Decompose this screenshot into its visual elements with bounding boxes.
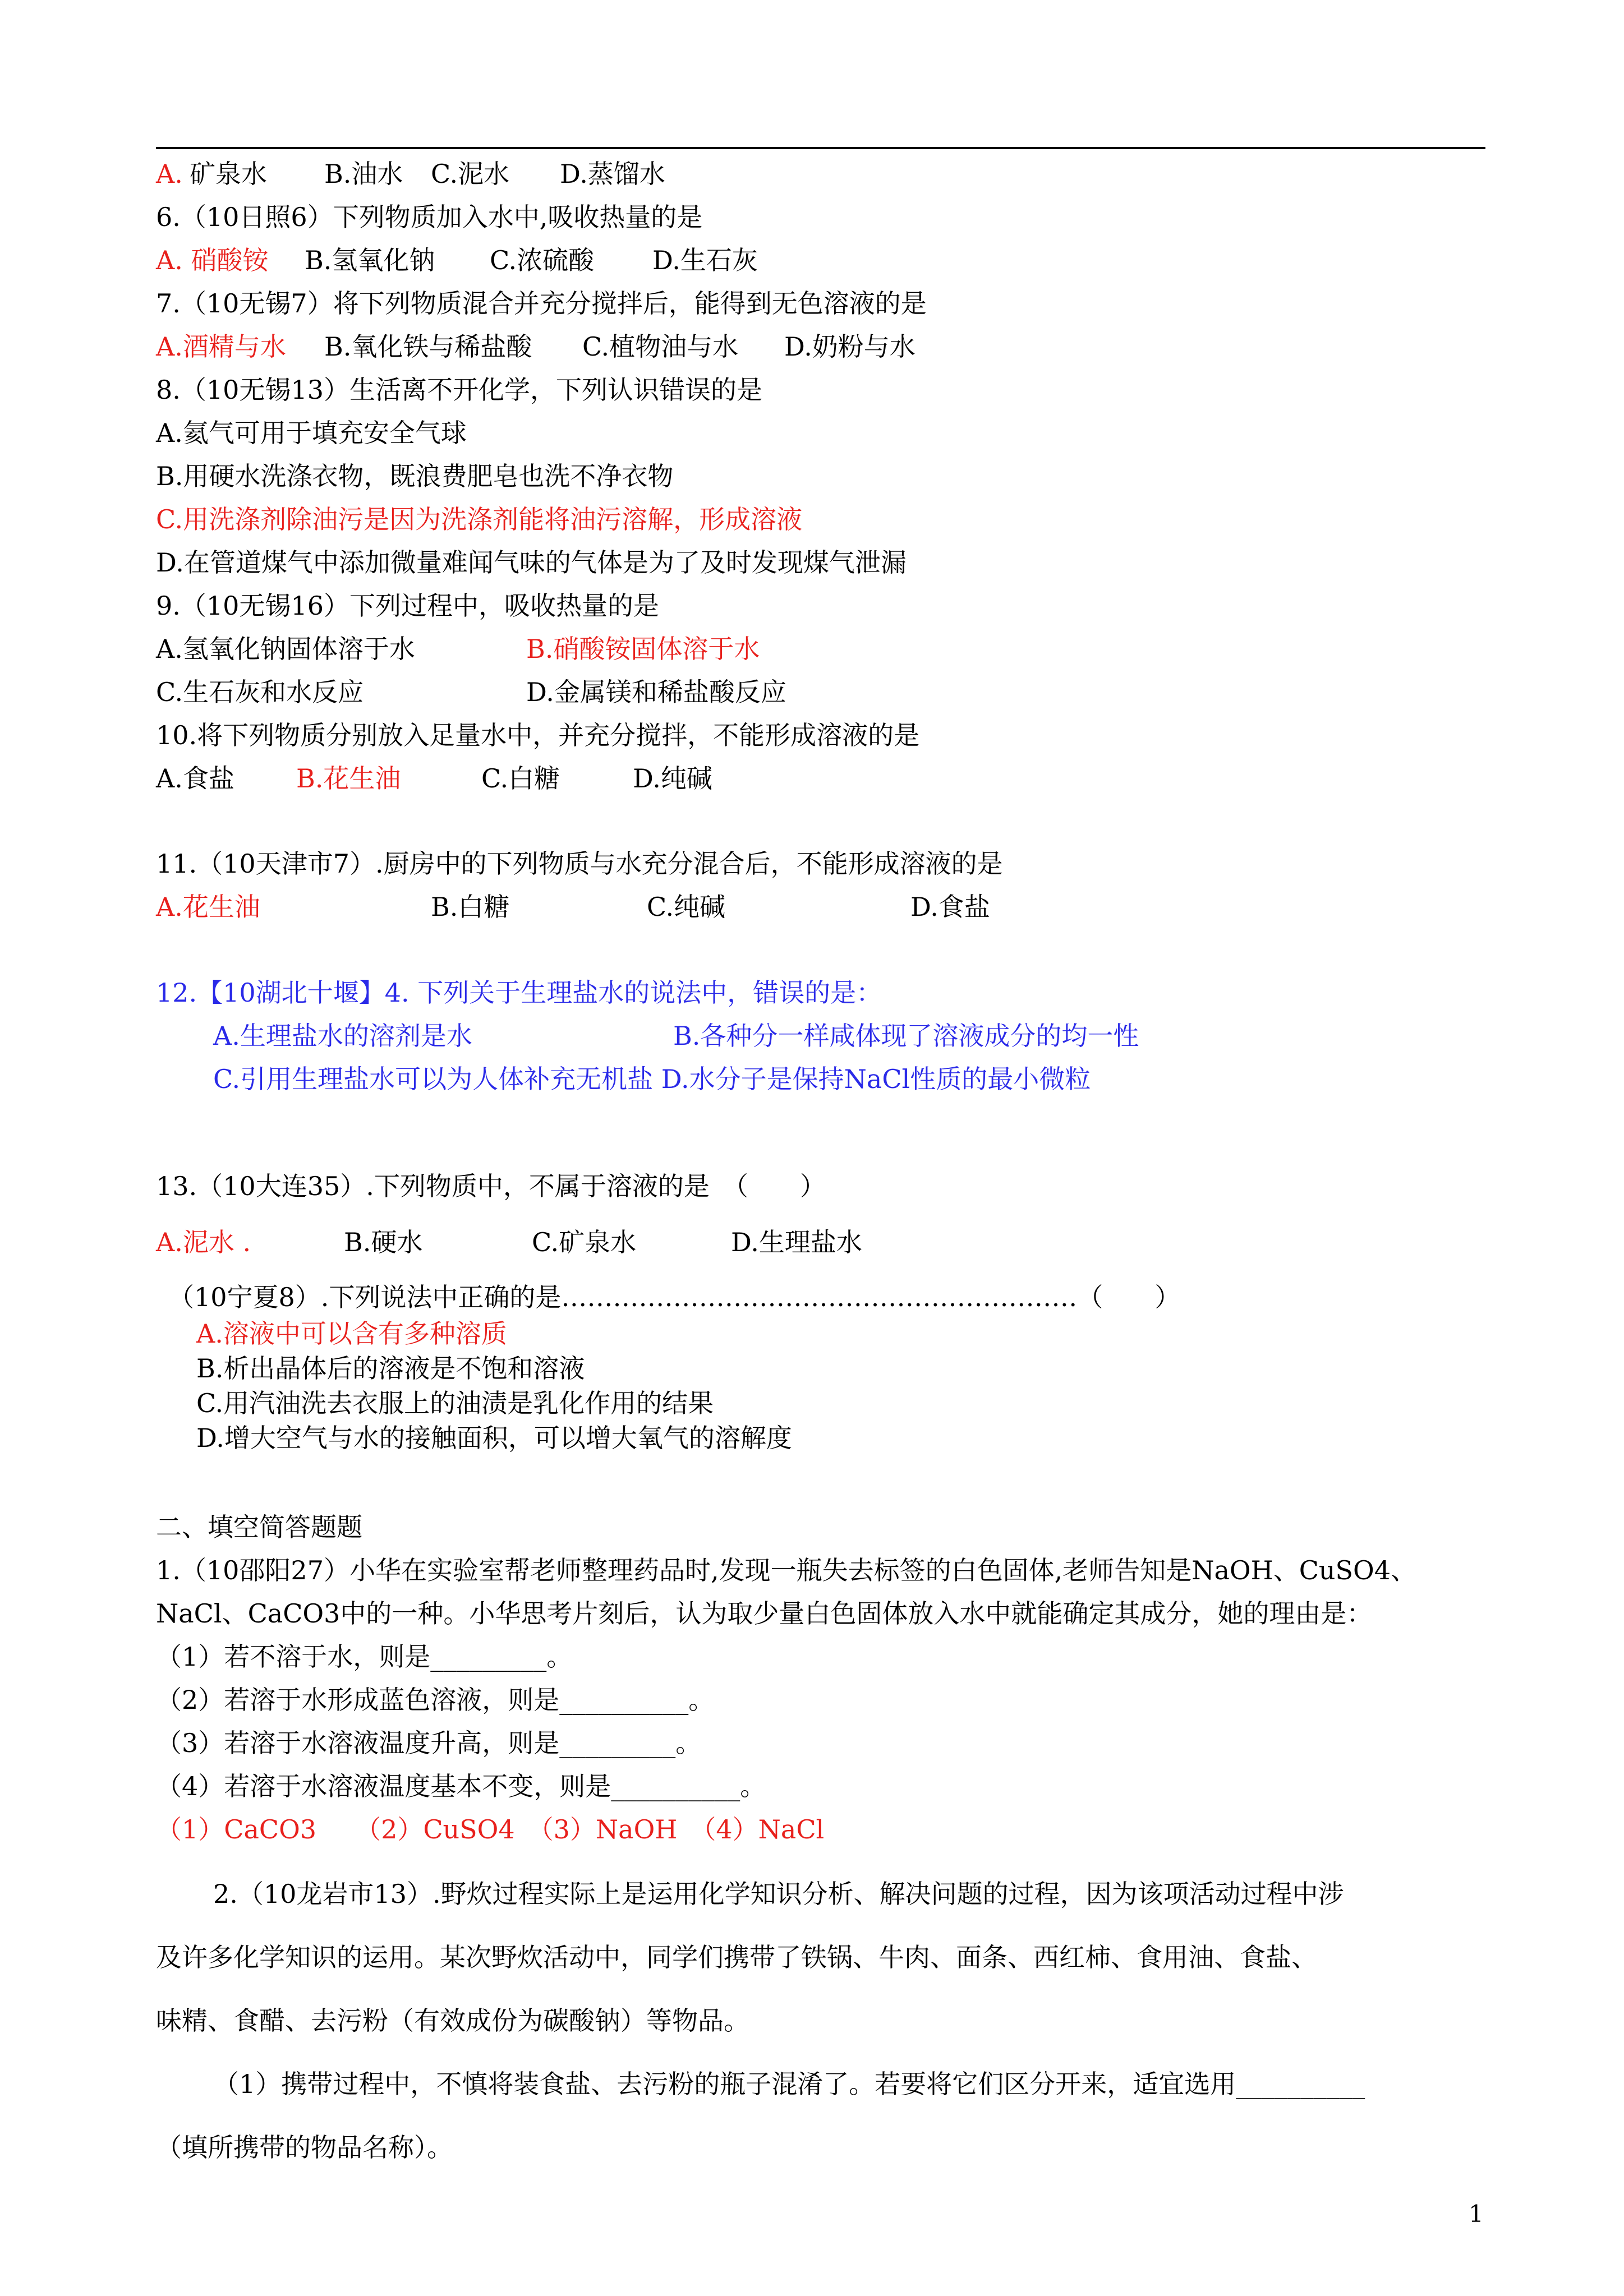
- text-line: [156, 2004, 749, 2037]
- text-segment: A.酒精与水: [156, 331, 286, 362]
- text-line: [156, 2131, 453, 2164]
- text-segment: C.用洗涤剂除油污是因为洗涤剂能将油污溶解，形成溶液: [156, 504, 803, 534]
- text-line: [156, 1640, 572, 1673]
- text-line: [156, 502, 802, 536]
- text-line: [156, 632, 760, 666]
- text-segment: D.蒸馏水: [560, 159, 665, 189]
- text-line: [156, 373, 762, 407]
- text-segment: D.奶粉与水: [784, 331, 915, 362]
- text-segment: C.纯碱: [647, 892, 726, 922]
- text-segment: B.硬水: [344, 1227, 423, 1257]
- text-segment: A.溶液中可以含有多种溶质: [196, 1318, 507, 1349]
- page-number: 1: [1469, 2200, 1484, 2228]
- text-line: [213, 1877, 1344, 1911]
- text-line: [156, 1597, 1372, 1630]
- text-line: [156, 1726, 701, 1760]
- text-segment: C.浓硫酸: [490, 245, 595, 275]
- text-segment: D.在管道煤气中添加微量难闻气味的气体是为了及时发现煤气泄漏: [156, 547, 907, 578]
- text-segment: B.硝酸铵固体溶于水: [526, 634, 760, 664]
- text-segment: 6.（10日照6）下列物质加入水中,吸收热量的是: [156, 202, 703, 232]
- text-segment: B.氢氧化钠: [305, 245, 435, 275]
- text-line: [156, 546, 907, 579]
- text-segment: （10宁夏8）.下列说法中正确的是……………………………………………………（ ）: [168, 1282, 1181, 1312]
- text-segment: A. 硝酸铵: [156, 245, 269, 275]
- text-segment: 1.（10邵阳27）小华在实验室帮老师整理药品时,发现一瓶失去标签的白色固体,老师告知是NaOH、CuSO4、: [156, 1555, 1417, 1585]
- text-segment: C.生石灰和水反应: [156, 677, 364, 707]
- text-line: [168, 1280, 1180, 1314]
- text-segment: B.各种分一样咸体现了溶液成分的均一性: [673, 1021, 1139, 1051]
- text-segment: C.白糖: [481, 763, 560, 794]
- text-line: [196, 1317, 507, 1350]
- text-line: [156, 243, 758, 277]
- text-line: [156, 762, 712, 795]
- text-segment: B.析出晶体后的溶液是不饱和溶液: [196, 1353, 585, 1384]
- text-segment: B.油水: [324, 159, 403, 189]
- text-segment: A.泥水 .: [156, 1227, 251, 1257]
- text-segment: 7.（10无锡7）将下列物质混合并充分搅拌后，能得到无色溶液的是: [156, 288, 927, 319]
- text-segment: 13.（10大连35）.下列物质中，不属于溶液的是 （ ）: [156, 1171, 826, 1201]
- text-segment: 二、填空简答题题: [156, 1512, 362, 1542]
- text-line: [156, 976, 882, 1009]
- text-segment: C.泥水: [431, 159, 510, 189]
- text-segment: B.花生油: [296, 763, 401, 794]
- text-line: [213, 1019, 1139, 1053]
- text-line: [196, 1386, 714, 1420]
- text-segment: （2）若溶于水形成蓝色溶液，则是__________。: [156, 1685, 715, 1715]
- text-line: [213, 2067, 1365, 2101]
- text-segment: D.增大空气与水的接触面积，可以增大氧气的溶解度: [196, 1423, 792, 1453]
- text-segment: A.氦气可用于填充安全气球: [156, 418, 467, 448]
- text-line: [156, 1553, 1416, 1587]
- text-segment: A.食盐: [156, 763, 234, 794]
- text-segment: A.生理盐水的溶剂是水: [213, 1021, 472, 1051]
- text-segment: （1）CaCO3 （2）CuSO4 （3）NaOH （4）NaCl: [156, 1814, 825, 1845]
- text-segment: C.植物油与水: [582, 331, 739, 362]
- text-line: [156, 589, 659, 623]
- text-segment: 12.【10湖北十堰】4. 下列关于生理盐水的说法中，错误的是：: [156, 978, 882, 1008]
- text-line: [156, 287, 927, 320]
- text-line: [156, 1510, 362, 1544]
- header-rule: [156, 147, 1485, 149]
- text-segment: （填所携带的物品名称）。: [156, 2132, 453, 2163]
- text-line: [156, 675, 786, 709]
- text-line: [156, 718, 919, 752]
- text-segment: （3）若溶于水溶液温度升高，则是_________。: [156, 1728, 702, 1758]
- text-line: [196, 1352, 585, 1385]
- text-segment: 及许多化学知识的运用。某次野炊活动中，同学们携带了铁锅、牛肉、面条、西红柿、食用油、食盐、: [156, 1942, 1317, 1972]
- text-segment: 8.（10无锡13）生活离不开化学，下列认识错误的是: [156, 375, 762, 405]
- text-line: [156, 330, 915, 363]
- text-line: [196, 1421, 792, 1455]
- text-segment: A.: [156, 159, 183, 189]
- text-segment: C.用汽油洗去衣服上的油渍是乳化作用的结果: [196, 1388, 714, 1418]
- text-line: [156, 890, 990, 924]
- text-segment: B.用硬水洗涤衣物，既浪费肥皂也洗不净衣物: [156, 461, 674, 491]
- text-segment: （4）若溶于水溶液温度基本不变，则是__________。: [156, 1771, 766, 1801]
- text-segment: 矿泉水: [190, 159, 267, 189]
- text-segment: D.生石灰: [652, 245, 758, 275]
- text-segment: C.引用生理盐水可以为人体补充无机盐 D.水分子是保持NaCl性质的最小微粒: [213, 1064, 1091, 1094]
- text-segment: D.纯碱: [633, 763, 712, 794]
- text-line: [156, 1813, 824, 1846]
- text-segment: NaCl、CaCO3中的一种。小华思考片刻后，认为取少量白色固体放入水中就能确定其成分，她的理由是：: [156, 1598, 1373, 1629]
- text-line: [156, 1225, 862, 1259]
- text-segment: 味精、食醋、去污粉（有效成份为碳酸钠）等物品。: [156, 2005, 749, 2036]
- text-segment: 9.（10无锡16）下列过程中，吸收热量的是: [156, 591, 659, 621]
- text-segment: 10.将下列物质分别放入足量水中，并充分搅拌，不能形成溶液的是: [156, 720, 920, 750]
- text-segment: （1）携带过程中，不慎将装食盐、去污粉的瓶子混淆了。若要将它们区分开来，适宜选用__________: [213, 2069, 1365, 2099]
- text-segment: D.生理盐水: [731, 1227, 862, 1257]
- text-line: [156, 200, 702, 234]
- text-line: [156, 1940, 1317, 1974]
- text-line: [156, 459, 673, 493]
- text-line: [156, 1769, 766, 1803]
- text-segment: D.食盐: [910, 892, 990, 922]
- text-line: [213, 1062, 1091, 1096]
- text-line: [156, 157, 728, 191]
- text-segment: B.氧化铁与稀盐酸: [324, 331, 532, 362]
- text-segment: 11.（10天津市7）.厨房中的下列物质与水充分混合后，不能形成溶液的是: [156, 849, 1003, 879]
- text-segment: 2.（10龙岩市13）.野炊过程实际上是运用化学知识分析、解决问题的过程，因为该项活动过程中涉: [213, 1879, 1344, 1909]
- text-segment: D.金属镁和稀盐酸反应: [526, 677, 786, 707]
- text-segment: （1）若不溶于水，则是_________。: [156, 1642, 573, 1672]
- text-segment: B.白糖: [431, 892, 510, 922]
- text-line: [156, 847, 1003, 880]
- text-line: [156, 1683, 714, 1717]
- text-segment: C.矿泉水: [532, 1227, 637, 1257]
- text-segment: A.氢氧化钠固体溶于水: [156, 634, 415, 664]
- text-line: [156, 1169, 826, 1203]
- text-line: [156, 416, 467, 450]
- text-segment: A.花生油: [156, 892, 260, 922]
